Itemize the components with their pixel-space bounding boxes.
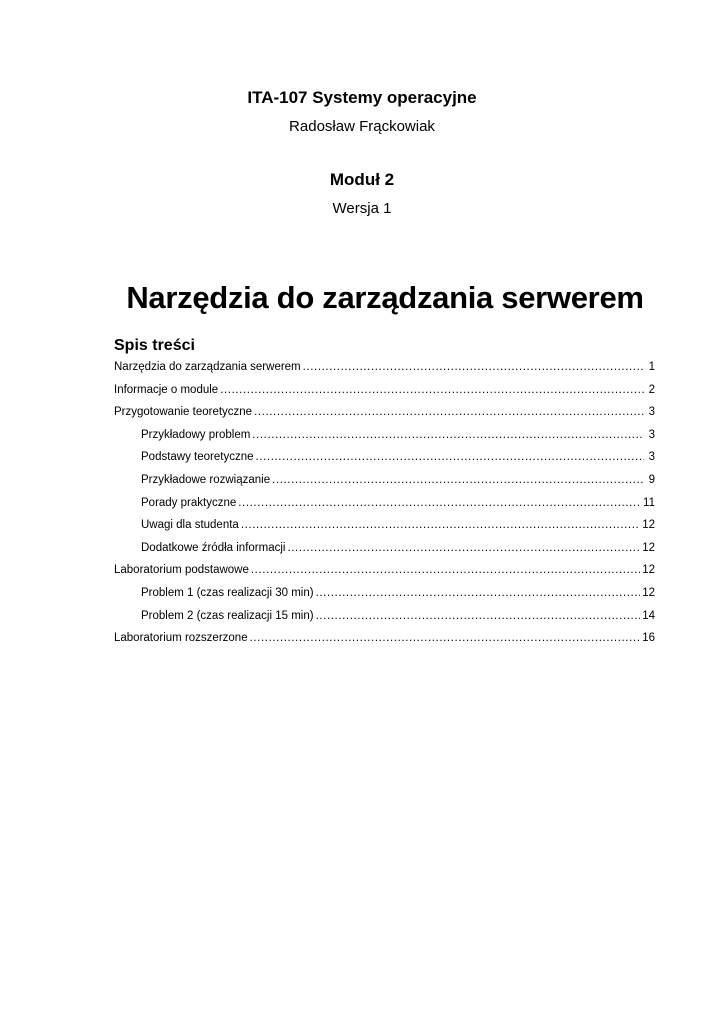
- toc-entry-label[interactable]: Podstawy teoretyczne: [141, 451, 254, 464]
- toc-entry-page-number: 3: [648, 406, 655, 419]
- toc-dot-leader: [303, 361, 644, 373]
- toc-entry-label[interactable]: Problem 1 (czas realizacji 30 min): [141, 586, 314, 599]
- document-title: Narzędzia do zarządzania serwerem: [126, 280, 644, 315]
- toc-entry[interactable]: [114, 564, 655, 587]
- toc-entry-page-number: 1: [648, 361, 655, 373]
- toc-entry[interactable]: [114, 361, 655, 384]
- toc-entry-label[interactable]: Problem 2 (czas realizacji 15 min): [141, 609, 314, 622]
- toc-entry-page-number: 3: [648, 428, 655, 441]
- toc-dot-leader: [272, 474, 644, 486]
- toc-entry-page-number: 16: [642, 632, 655, 645]
- toc-dot-leader: [256, 451, 644, 463]
- toc-heading: Spis treści: [114, 337, 195, 354]
- toc-dot-leader: [316, 610, 641, 622]
- toc-dot-leader: [251, 564, 640, 576]
- toc-dot-leader: [254, 406, 644, 418]
- toc-entry[interactable]: [114, 632, 655, 655]
- toc-entry-label[interactable]: Laboratorium podstawowe: [114, 564, 249, 577]
- toc-entry-label[interactable]: Dodatkowe źródła informacji: [141, 541, 286, 554]
- toc-entry-label[interactable]: Przykładowe rozwiązanie: [141, 473, 271, 486]
- toc-entry[interactable]: [114, 474, 655, 497]
- version-label: Wersja 1: [332, 200, 392, 217]
- toc-entry[interactable]: [114, 406, 655, 429]
- toc-entry-label[interactable]: Narzędzia do zarządzania serwerem: [114, 361, 301, 373]
- toc-dot-leader: [287, 542, 640, 554]
- toc-entry-page-number: 12: [642, 541, 655, 554]
- toc-entry[interactable]: [114, 384, 655, 407]
- toc-entry-label[interactable]: Uwagi dla studenta: [141, 519, 239, 532]
- toc-dot-leader: [250, 632, 641, 644]
- toc-entry-label[interactable]: Laboratorium rozszerzone: [114, 632, 248, 645]
- toc-entry[interactable]: [114, 587, 655, 610]
- toc-entry-page-number: 12: [642, 519, 655, 532]
- toc-entry[interactable]: [114, 542, 655, 565]
- module-label: Moduł 2: [329, 170, 395, 189]
- table-of-contents: [114, 361, 655, 655]
- toc-dot-leader: [252, 429, 644, 441]
- toc-entry-label[interactable]: Przykładowy problem: [141, 428, 251, 441]
- toc-entry-page-number: 12: [642, 564, 655, 577]
- toc-entry-page-number: 9: [648, 473, 655, 486]
- toc-dot-leader: [316, 587, 641, 599]
- toc-entry-label[interactable]: Informacje o module: [114, 383, 219, 396]
- toc-entry[interactable]: [114, 451, 655, 474]
- toc-entry-page-number: 3: [648, 451, 655, 464]
- toc-entry-page-number: 12: [642, 586, 655, 599]
- toc-entry[interactable]: [114, 610, 655, 633]
- toc-entry[interactable]: [114, 519, 655, 542]
- toc-dot-leader: [220, 384, 644, 396]
- toc-dot-leader: [241, 519, 640, 531]
- toc-entry-label[interactable]: Porady praktyczne: [141, 496, 237, 509]
- author-name: Radosław Frąckowiak: [289, 118, 435, 135]
- toc-entry-page-number: 14: [642, 609, 655, 622]
- toc-entry[interactable]: [114, 429, 655, 452]
- toc-entry[interactable]: [114, 497, 655, 520]
- toc-entry-page-number: 2: [648, 383, 655, 396]
- toc-entry-label[interactable]: Przygotowanie teoretyczne: [114, 406, 253, 419]
- course-title: ITA-107 Systemy operacyjne: [247, 88, 477, 107]
- toc-entry-page-number: 11: [643, 496, 655, 509]
- toc-dot-leader: [238, 497, 641, 509]
